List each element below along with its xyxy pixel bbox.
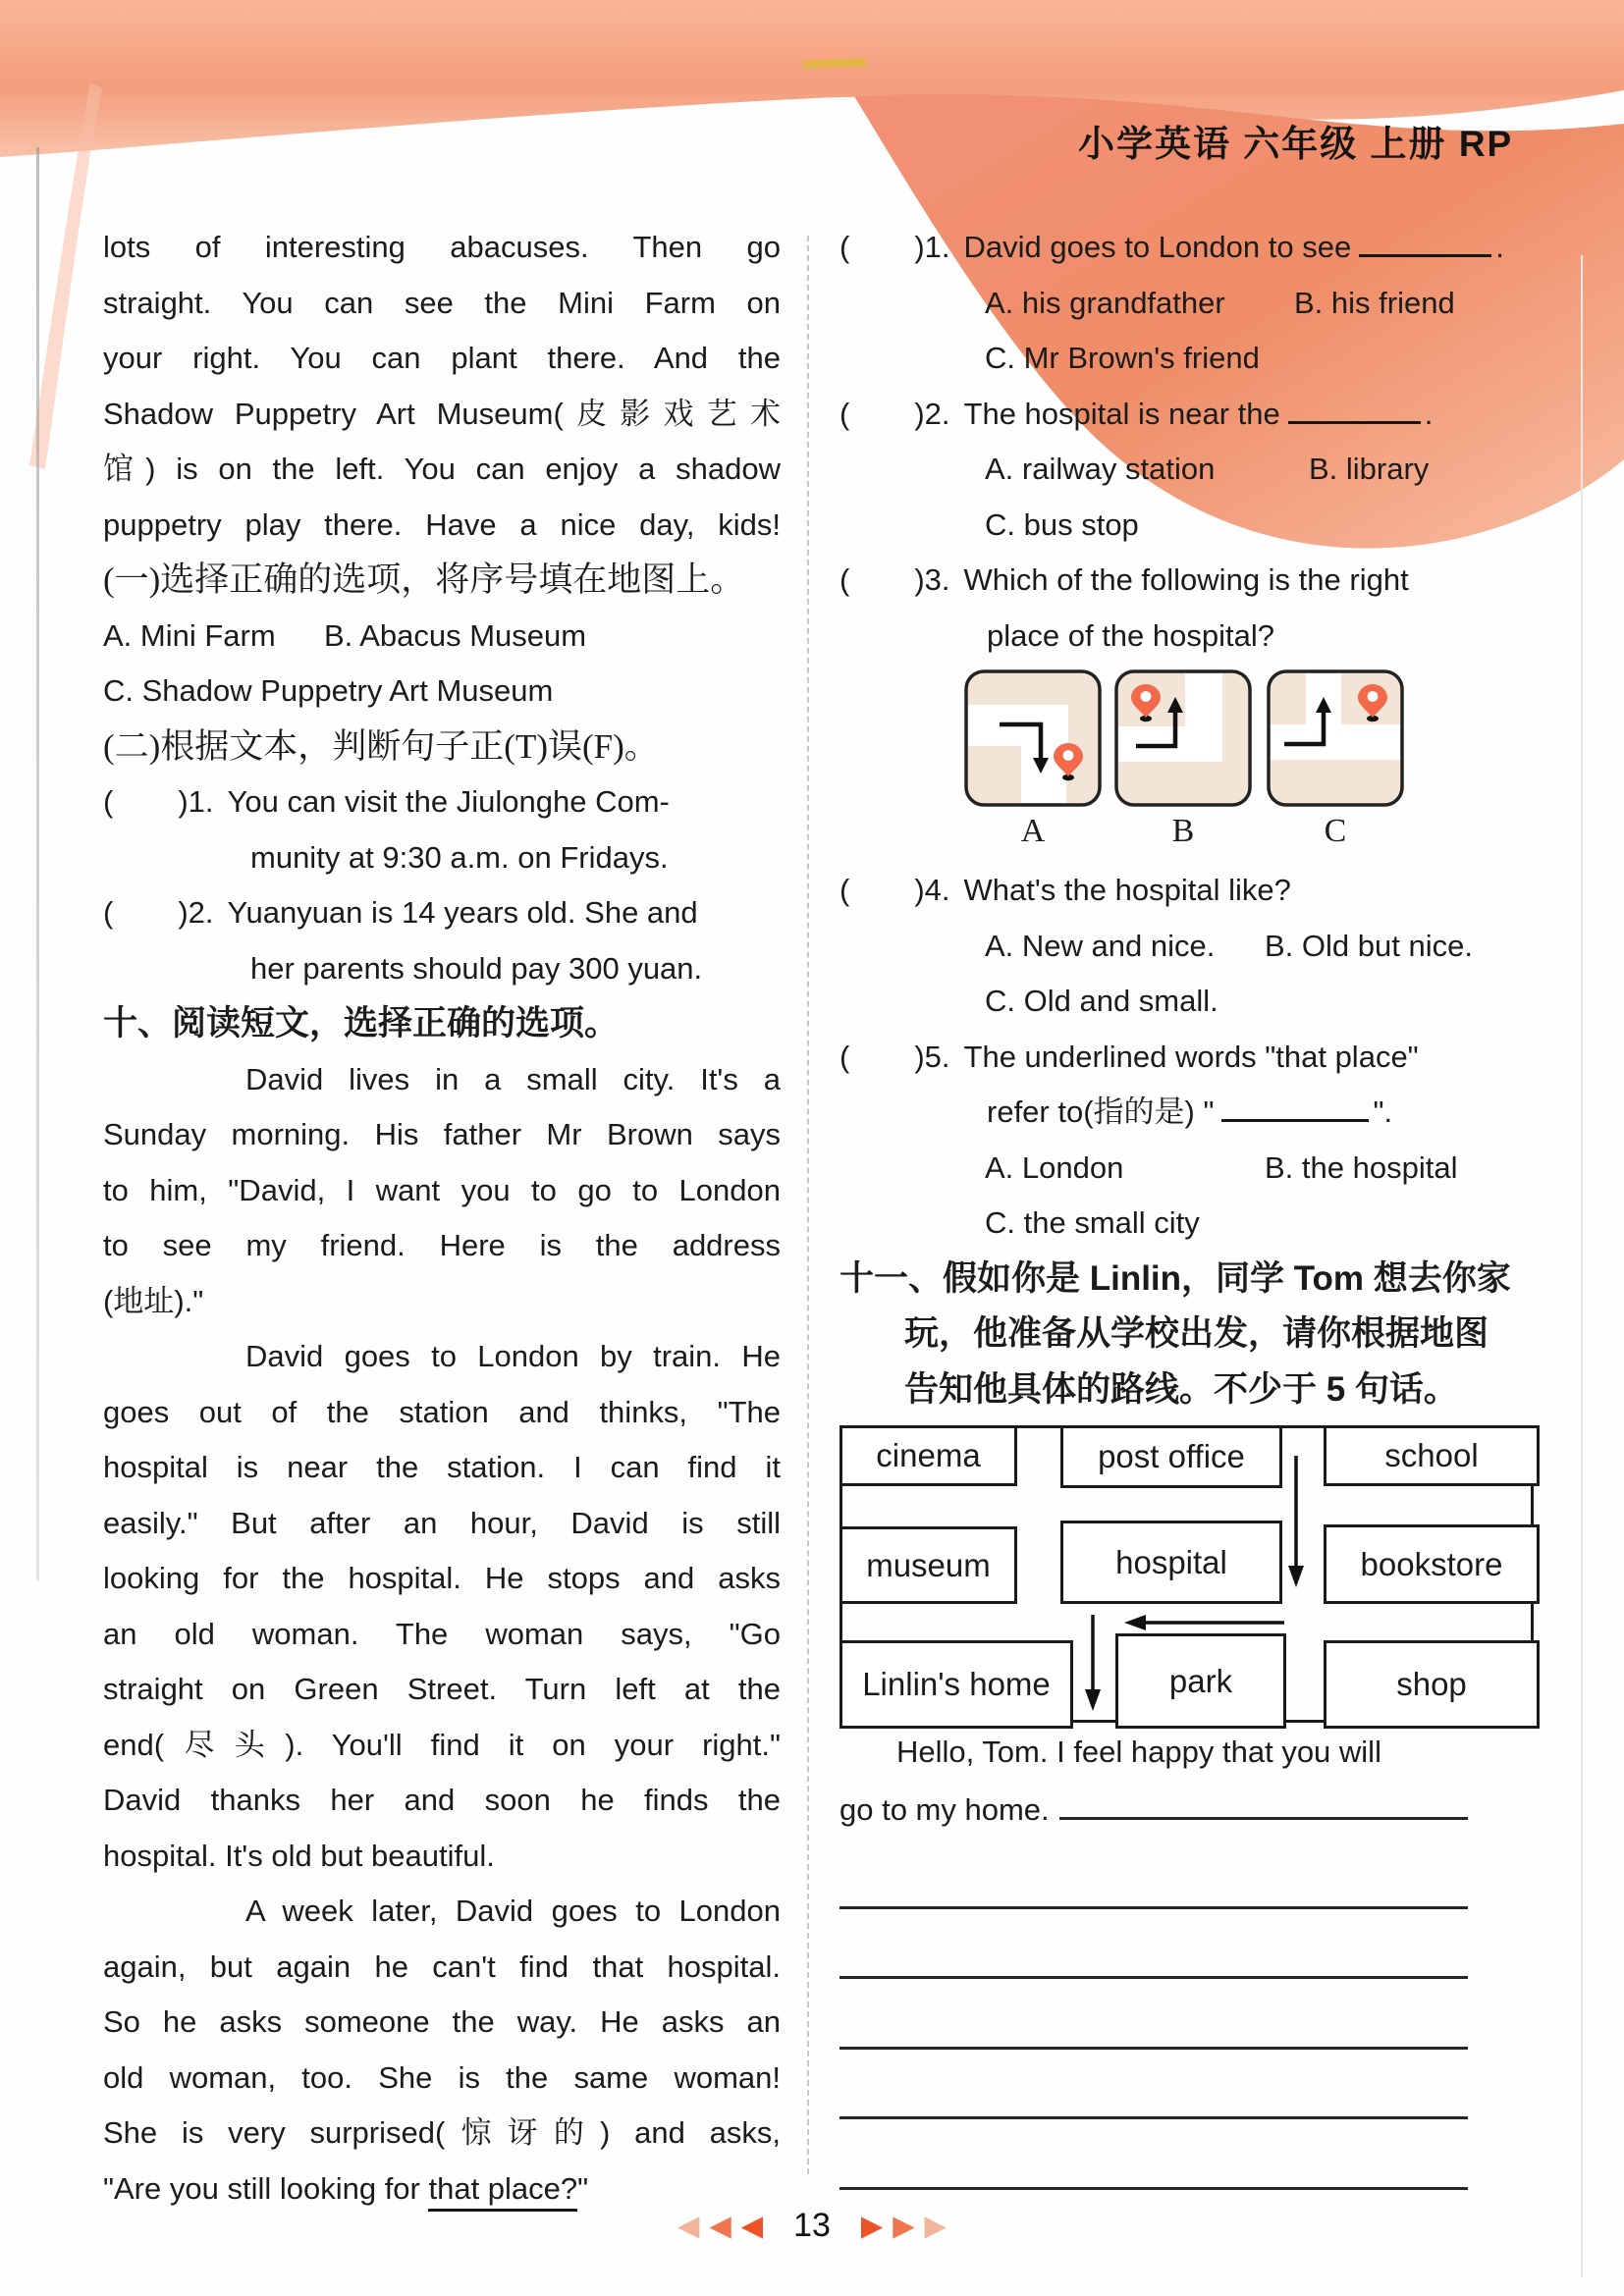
option-a: A. railway station <box>985 452 1216 486</box>
card-label-c: C <box>1324 813 1347 849</box>
paren-close: ) <box>178 784 189 819</box>
page-spine-line <box>36 147 39 1580</box>
write-on-line <box>839 2050 1468 2120</box>
item-number: 2. <box>924 396 950 431</box>
passage-line: She is very surprised(惊讶的) and asks, <box>103 2115 781 2150</box>
section-10-heading: 十、阅读短文，选择正确的选项。 <box>103 1004 620 1042</box>
paren-open: ( <box>103 895 114 930</box>
item-number: 1. <box>924 230 950 264</box>
passage-line: to see my friend. Here is the address <box>103 1228 781 1262</box>
passage-line: David thanks her and soon he finds the <box>103 1783 781 1817</box>
card-label-b: B <box>1171 813 1195 849</box>
quote-prefix: "Are you still looking for <box>103 2170 429 2206</box>
paren-open: ( <box>103 784 114 819</box>
question-3-cont: place of the hospital? <box>987 617 1274 653</box>
subtask2-heading: (二)根据文本，判断句子正(T)误(F)。 <box>103 726 659 766</box>
passage-line: (地址)." <box>103 1283 204 1318</box>
item-number: 1. <box>188 784 214 819</box>
prompt-text: go to my home. <box>839 1792 1050 1827</box>
passage-line: straight. You can see the Mini Farm on <box>103 285 781 320</box>
tf-item-2-cont: her parents should pay 300 yuan. <box>250 950 703 986</box>
q4-options-ab <box>839 919 1527 975</box>
passage-line: 馆) is on the left. You can enjoy a shadow <box>103 452 781 486</box>
page-footer <box>517 2207 1107 2245</box>
tf-text: You can visit the Jiulonghe Com- <box>227 784 670 819</box>
question-text: refer to(指的是) " <box>987 1095 1215 1129</box>
neighborhood-map <box>839 1425 1534 1723</box>
paren-close: ) <box>914 562 925 597</box>
q4-option-c: C. Old and small. <box>985 984 1218 1018</box>
option-a: A. London <box>985 1149 1124 1185</box>
question-5-cont <box>839 1085 1527 1141</box>
map-box-hospital: hospital <box>1060 1521 1282 1604</box>
quote-suffix: " <box>577 2170 589 2206</box>
q5-option-c: C. the small city <box>985 1205 1200 1240</box>
paren-close: ) <box>914 873 925 907</box>
column-divider <box>807 236 809 2174</box>
scan-edge-line <box>1581 255 1583 2277</box>
item-number: 4. <box>924 873 950 907</box>
passage-line: puppetry play there. Have a nice day, kids! <box>103 507 781 542</box>
paren-open: ( <box>839 873 850 907</box>
paren-close: ) <box>914 396 925 431</box>
map-box-bookstore: bookstore <box>1324 1524 1540 1604</box>
question-1 <box>839 220 1527 276</box>
passage-line: end(尽头). You'll find it on your right." <box>103 1727 781 1762</box>
map-card-a <box>964 669 1102 807</box>
q1-option-c: C. Mr Brown's friend <box>985 341 1260 375</box>
passage-line: hospital. It's old but beautiful. <box>103 1838 495 1873</box>
option-a: A. Mini Farm <box>103 617 276 653</box>
page-header-title: 小学英语 六年级 上册 RP <box>1078 124 1514 164</box>
passage-line: A week later, David goes to London <box>245 1894 781 1928</box>
paren-close: ) <box>178 895 189 930</box>
map-card-b <box>1114 669 1252 807</box>
write-on-line <box>839 1909 1468 1980</box>
write-on-line <box>839 1839 1468 1909</box>
passage-line: an old woman. The woman says, "Go <box>103 1616 781 1651</box>
question-text: David goes to London to see <box>963 230 1352 264</box>
card-label-a: A <box>1020 813 1046 849</box>
subtask1-heading: (一)选择正确的选项，将序号填在地图上。 <box>103 561 745 599</box>
write-on-line <box>839 1979 1468 2050</box>
item-number: 2. <box>188 895 214 930</box>
passage-line: old woman, too. She is the same woman! <box>103 2059 781 2095</box>
fill-blank <box>1288 392 1421 424</box>
prev-page-icon: ◀ <box>677 2210 700 2242</box>
passage-line: again, but again he can't find that hospital. <box>103 1949 781 1984</box>
left-arrowhead <box>1124 1615 1146 1630</box>
option-b: B. library <box>1309 452 1430 486</box>
question-2 <box>839 387 1527 443</box>
passage-line: goes out of the station and thinks, "The <box>103 1394 781 1429</box>
map-box-linlins-home: Linlin's home <box>839 1640 1073 1729</box>
paren-open: ( <box>839 230 850 264</box>
passage-line: looking for the hospital. He stops and asks <box>103 1561 781 1595</box>
passage-line: straight on Green Street. Turn left at the <box>103 1672 781 1706</box>
question-text: What's the hospital like? <box>963 873 1291 907</box>
q2-option-c: C. bus stop <box>985 507 1139 542</box>
map-box-cinema: cinema <box>839 1425 1017 1486</box>
map-box-museum: museum <box>839 1526 1017 1604</box>
option-a: A. his grandfather <box>985 285 1225 320</box>
question-tail: . <box>1495 230 1504 264</box>
question-tail: ". <box>1373 1095 1393 1129</box>
section-11-line3: 告知他具体的路线。不少于 5 句话。 <box>904 1369 1458 1409</box>
paren-open: ( <box>839 562 850 597</box>
left-column <box>103 220 781 2216</box>
option-b: B. Old but nice. <box>1265 928 1473 963</box>
underlined-phrase: that place? <box>428 2171 577 2212</box>
prev-page-icon: ◀ <box>709 2210 731 2242</box>
map-box-park: park <box>1115 1633 1286 1729</box>
paren-open: ( <box>839 1039 850 1074</box>
next-page-icon: ▶ <box>893 2210 915 2242</box>
passage-line: your right. You can plant there. And the <box>103 341 781 375</box>
paren-close: ) <box>914 230 925 264</box>
next-page-icon: ▶ <box>924 2210 947 2242</box>
prev-page-icon: ◀ <box>740 2210 764 2242</box>
q2-options-ab <box>839 442 1527 498</box>
passage-line: David lives in a small city. It's a <box>245 1061 781 1096</box>
passage-line: lots of interesting abacuses. Then go <box>103 230 781 264</box>
option-b: B. the hospital <box>1265 1149 1458 1185</box>
map-card-c <box>1267 669 1404 807</box>
section-11-heading: 十一、假如你是 Linlin，同学 Tom 想去你家 <box>839 1258 1511 1298</box>
option-b: B. his friend <box>1294 285 1455 320</box>
map-option-row <box>103 609 781 665</box>
option-b: B. Abacus Museum <box>324 617 587 653</box>
tf-item-1-cont: munity at 9:30 a.m. on Fridays. <box>250 839 669 875</box>
item-number: 3. <box>924 562 950 597</box>
passage-line: Sunday morning. His father Mr Brown says <box>103 1117 781 1151</box>
q5-options-ab <box>839 1141 1527 1197</box>
passage-line: easily." But after an hour, David is still <box>103 1505 781 1540</box>
option-a: A. New and nice. <box>985 928 1216 963</box>
option-c: C. Shadow Puppetry Art Museum <box>103 673 554 708</box>
write-on-line <box>839 2119 1468 2190</box>
fill-blank <box>1221 1090 1369 1122</box>
section-11-line2: 玩，他准备从学校出发，请你根据地图 <box>904 1314 1489 1353</box>
tf-item-2 <box>103 885 781 941</box>
page-number: 13 <box>793 2207 831 2244</box>
map-box-post-office: post office <box>1060 1425 1282 1488</box>
passage-line: hospital is near the station. I can find it <box>103 1450 781 1484</box>
writing-prompt-line1: Hello, Tom. I feel happy that you will <box>896 1735 1381 1769</box>
next-page-icon: ▶ <box>860 2210 884 2242</box>
map-box-shop: shop <box>1324 1640 1540 1729</box>
q3-picture-options <box>839 669 1527 863</box>
down-arrowhead <box>1085 1689 1101 1711</box>
q1-options-ab <box>839 276 1527 332</box>
tf-text: Yuanyuan is 14 years old. She and <box>227 895 698 930</box>
item-number: 5. <box>924 1039 950 1074</box>
question-3 <box>839 553 1527 609</box>
question-4 <box>839 863 1527 919</box>
question-5 <box>839 1030 1527 1086</box>
writing-prompt-line2 <box>839 1782 1468 1839</box>
map-box-school: school <box>1324 1425 1540 1486</box>
question-text: Which of the following is the right <box>963 562 1409 597</box>
fill-blank <box>1359 225 1491 257</box>
question-text: The hospital is near the <box>963 396 1280 431</box>
paren-close: ) <box>914 1039 925 1074</box>
paren-open: ( <box>839 396 850 431</box>
passage-line: David goes to London by train. He <box>245 1339 781 1373</box>
question-tail: . <box>1424 396 1434 431</box>
write-on-line <box>1059 1788 1468 1820</box>
down-arrowhead <box>1288 1566 1304 1587</box>
question-text: The underlined words "that place" <box>963 1039 1419 1074</box>
passage-line: So he asks someone the way. He asks an <box>103 2004 781 2039</box>
passage-line: to him, "David, I want you to go to London <box>103 1172 781 1207</box>
right-column <box>839 220 1527 2190</box>
passage-line: Shadow Puppetry Art Museum(皮影戏艺术 <box>103 396 781 431</box>
tf-item-1 <box>103 774 781 830</box>
